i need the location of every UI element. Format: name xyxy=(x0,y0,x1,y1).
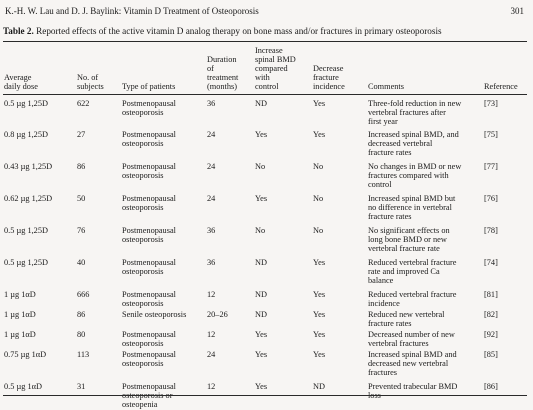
cell-patient-type-line: Postmenopausal xyxy=(122,162,176,171)
cell-dose: 0.62 µg 1,25D xyxy=(4,194,53,203)
cell-subjects: 27 xyxy=(77,130,86,139)
cell-comment-line: long bone BMD or new xyxy=(368,235,447,245)
cell-subjects: 113 xyxy=(77,350,90,359)
cell-patient-type-line: osteoporosis xyxy=(122,267,164,277)
cell-duration: 36 xyxy=(207,99,216,108)
cell-fracture: Yes xyxy=(313,330,326,339)
cell-comment-line: Decreased number of new xyxy=(368,330,455,339)
column-header-average-daily-dose xyxy=(4,73,38,91)
cell-reference: [ 82 ] xyxy=(484,310,498,319)
cell-patient-type-line: Postmenopausal xyxy=(122,194,176,203)
cell-dose: 0.5 µg 1,25D xyxy=(4,226,48,235)
cell-comment-line: vertebral fractures xyxy=(368,339,429,349)
column-header-duration xyxy=(207,55,238,91)
cell-subjects: 666 xyxy=(77,290,90,299)
cell-reference: [ 81 ] xyxy=(484,290,498,299)
column-header-type-of-patients xyxy=(122,82,175,91)
cell-subjects: 50 xyxy=(77,194,86,203)
cell-comment-line: fracture rates xyxy=(368,148,412,158)
column-header-line: Increase xyxy=(255,46,283,55)
cell-patient-type-line: Postmenopausal xyxy=(122,130,176,139)
cell-duration: 12 xyxy=(207,382,216,391)
cell-patient-type xyxy=(122,226,176,244)
cell-comment xyxy=(368,310,444,328)
cell-comment-line: loss xyxy=(368,391,381,401)
column-header-reference xyxy=(484,82,518,91)
cell-patient-type xyxy=(122,130,176,148)
header-title: Vitamin D Treatment of Osteoporosis xyxy=(123,6,259,16)
column-header-line: Decrease xyxy=(313,64,344,73)
cell-patient-type-line: Postmenopausal xyxy=(122,99,176,108)
cell-spinal-bmd: Yes xyxy=(255,382,268,391)
cell-comment-line: balance xyxy=(368,276,394,286)
cell-comment-line: vertebral fractures after xyxy=(368,108,446,118)
cell-patient-type xyxy=(122,330,176,348)
cell-reference: [ 86 ] xyxy=(484,382,498,391)
cell-patient-type xyxy=(122,162,176,180)
cell-duration: 24 xyxy=(207,194,216,203)
cell-patient-type-line: osteoporosis xyxy=(122,203,164,213)
cell-dose: 0.5 µg 1,25D xyxy=(4,258,48,267)
cell-reference: [ 76 ] xyxy=(484,194,498,203)
header-authors: K.-H. W. Lau and D. J. Baylink: xyxy=(5,6,122,16)
cell-comment-line: incidence xyxy=(368,299,400,309)
cell-comment-line: Three-fold reduction in new xyxy=(368,99,462,108)
cell-patient-type-line: Postmenopausal xyxy=(122,330,176,339)
cell-patient-type xyxy=(122,258,176,276)
cell-comment-line: rate and improved Ca xyxy=(368,267,440,277)
cell-comment xyxy=(368,226,450,254)
cell-subjects: 86 xyxy=(77,310,86,319)
cell-duration: 24 xyxy=(207,130,216,139)
cell-fracture: No xyxy=(313,162,324,171)
column-header-line: of xyxy=(207,64,214,73)
cell-comment-line: Prevented trabecular BMD xyxy=(368,382,458,391)
cell-reference: [ 73 ] xyxy=(484,99,498,108)
running-header xyxy=(5,6,524,16)
cell-patient-type-line: Postmenopausal xyxy=(122,226,176,235)
cell-patient-type-line: Postmenopausal xyxy=(122,290,176,299)
cell-comment-line: No changes in BMD or new xyxy=(368,162,462,171)
cell-comment-line: decreased vertebral xyxy=(368,139,433,149)
cell-fracture: Yes xyxy=(313,130,326,139)
cell-comment-line: fracture rates xyxy=(368,212,412,222)
cell-patient-type-line: Postmenopausal xyxy=(122,350,176,359)
cell-patient-type xyxy=(122,310,186,319)
cell-spinal-bmd: Yes xyxy=(255,350,268,359)
column-header-comments xyxy=(368,82,404,91)
cell-subjects: 31 xyxy=(77,382,86,391)
table-header-rule xyxy=(3,94,527,95)
cell-reference: [ 74 ] xyxy=(484,258,498,267)
cell-dose: 0.8 µg 1,25D xyxy=(4,130,48,139)
cell-comment xyxy=(368,99,461,127)
cell-subjects: 86 xyxy=(77,162,86,171)
column-header-line: (months) xyxy=(207,82,237,91)
cell-patient-type-line: osteoporosis xyxy=(122,235,164,245)
cell-comment xyxy=(368,290,456,308)
cell-reference: [ 78 ] xyxy=(484,226,498,235)
table-number: Table 2. xyxy=(3,26,34,36)
column-header-line: subjects xyxy=(77,82,104,91)
cell-comment-line: first year xyxy=(368,117,398,127)
column-header-line: control xyxy=(255,82,279,91)
cell-patient-type xyxy=(122,350,176,368)
table-caption-text: Reported effects of the active vitamin D analog therapy on bone mass and/or fractures in primary osteoporosis xyxy=(36,26,442,36)
cell-dose: 0.5 µg 1αD xyxy=(4,382,42,391)
running-header-left xyxy=(5,6,259,16)
cell-comment-line: no difference in vertebral xyxy=(368,203,452,213)
cell-patient-type xyxy=(122,194,176,212)
cell-patient-type-line: osteopenia xyxy=(122,400,158,410)
cell-comment-line: fracture rates xyxy=(368,319,412,329)
cell-reference: [ 85 ] xyxy=(484,350,498,359)
cell-spinal-bmd: No xyxy=(255,226,266,235)
column-header-line: incidence xyxy=(313,82,345,91)
column-header-line: treatment xyxy=(207,73,239,82)
cell-comment xyxy=(368,330,455,348)
cell-duration: 20–26 xyxy=(207,310,228,319)
cell-patient-type-line: osteoporosis xyxy=(122,359,164,369)
cell-patient-type-line: osteoporosis xyxy=(122,139,164,149)
column-header-line: daily dose xyxy=(4,82,38,91)
cell-patient-type-line: osteoporosis xyxy=(122,108,164,118)
column-header-increase-spinal-bmd xyxy=(255,46,296,91)
cell-patient-type-line: osteoporosis xyxy=(122,171,164,181)
cell-duration: 12 xyxy=(207,330,216,339)
cell-fracture: Yes xyxy=(313,290,326,299)
cell-duration: 24 xyxy=(207,350,216,359)
cell-comment-line: decreased new vertebral xyxy=(368,359,449,369)
cell-comment-line: Increased spinal BMD but xyxy=(368,194,456,203)
cell-patient-type-line: osteoporosis xyxy=(122,299,164,309)
table-top-rule xyxy=(3,41,527,42)
cell-dose: 1 µg 1αD xyxy=(4,290,36,299)
cell-spinal-bmd: No xyxy=(255,162,266,171)
column-header-line: No. of xyxy=(77,73,99,82)
table-bottom-rule xyxy=(3,395,527,396)
cell-comment-line: fractures compared with xyxy=(368,171,449,181)
cell-subjects: 76 xyxy=(77,226,86,235)
cell-fracture: Yes xyxy=(313,258,326,267)
cell-patient-type-line: Postmenopausal xyxy=(122,382,176,391)
cell-patient-type-line: Senile osteoporosis xyxy=(122,310,187,319)
table-caption xyxy=(3,26,527,37)
cell-spinal-bmd: Yes xyxy=(255,330,268,339)
column-header-line: Reference xyxy=(484,82,518,91)
cell-patient-type-line: osteoporosis xyxy=(122,339,164,349)
cell-comment-line: vertebral fracture rate xyxy=(368,244,440,254)
column-header-decrease-fracture-incidence xyxy=(313,64,345,91)
cell-comment xyxy=(368,130,459,158)
cell-spinal-bmd: Yes xyxy=(255,194,268,203)
cell-fracture: ND xyxy=(313,382,325,391)
cell-dose: 0.43 µg 1,25D xyxy=(4,162,53,171)
cell-subjects: 40 xyxy=(77,258,86,267)
cell-fracture: Yes xyxy=(313,99,326,108)
cell-subjects: 622 xyxy=(77,99,90,108)
cell-duration: 36 xyxy=(207,258,216,267)
cell-spinal-bmd: ND xyxy=(255,310,267,319)
cell-comment xyxy=(368,162,461,190)
cell-fracture: No xyxy=(313,226,324,235)
cell-comment xyxy=(368,382,457,400)
cell-comment-line: No significant effects on xyxy=(368,226,450,235)
cell-comment-line: Reduced vertebral fracture xyxy=(368,290,457,299)
cell-comment-line: control xyxy=(368,180,392,190)
cell-comment-line: Reduced new vertebral xyxy=(368,310,445,319)
cell-fracture: Yes xyxy=(313,310,326,319)
cell-fracture: Yes xyxy=(313,350,326,359)
page-number: 301 xyxy=(510,6,524,16)
cell-fracture: No xyxy=(313,194,324,203)
cell-comment-line: fractures xyxy=(368,368,398,378)
cell-dose: 1 µg 1αD xyxy=(4,330,36,339)
cell-comment-line: Increased spinal BMD, and xyxy=(368,130,459,139)
cell-comment xyxy=(368,350,457,378)
cell-dose: 1 µg 1αD xyxy=(4,310,36,319)
cell-comment-line: Increased spinal BMD and xyxy=(368,350,457,359)
cell-spinal-bmd: ND xyxy=(255,99,267,108)
cell-patient-type-line: osteoporosis or xyxy=(122,391,173,401)
cell-comment xyxy=(368,194,455,222)
column-header-line: with xyxy=(255,73,270,82)
cell-patient-type xyxy=(122,99,176,117)
column-header-line: Average xyxy=(4,73,32,82)
cell-dose: 0.5 µg 1,25D xyxy=(4,99,48,108)
cell-subjects: 80 xyxy=(77,330,86,339)
column-header-line: Type of patients xyxy=(122,82,176,91)
cell-spinal-bmd: ND xyxy=(255,258,267,267)
cell-spinal-bmd: Yes xyxy=(255,130,268,139)
column-header-line: Comments xyxy=(368,82,404,91)
cell-reference: [ 75 ] xyxy=(484,130,498,139)
cell-patient-type xyxy=(122,290,176,308)
cell-reference: [ 92 ] xyxy=(484,330,498,339)
column-header-line: compared xyxy=(255,64,288,73)
column-header-line: Duration xyxy=(207,55,237,64)
cell-patient-type-line: Postmenopausal xyxy=(122,258,176,267)
cell-dose: 0.75 µg 1αD xyxy=(4,350,47,359)
cell-duration: 12 xyxy=(207,290,216,299)
cell-comment xyxy=(368,258,456,286)
cell-comment-line: Reduced vertebral fracture xyxy=(368,258,457,267)
column-header-number-of-subjects xyxy=(77,73,104,91)
cell-duration: 24 xyxy=(207,162,216,171)
column-header-line: fracture xyxy=(313,73,339,82)
cell-duration: 36 xyxy=(207,226,216,235)
cell-spinal-bmd: ND xyxy=(255,290,267,299)
cell-reference: [ 77 ] xyxy=(484,162,498,171)
column-header-line: spinal BMD xyxy=(255,55,296,64)
